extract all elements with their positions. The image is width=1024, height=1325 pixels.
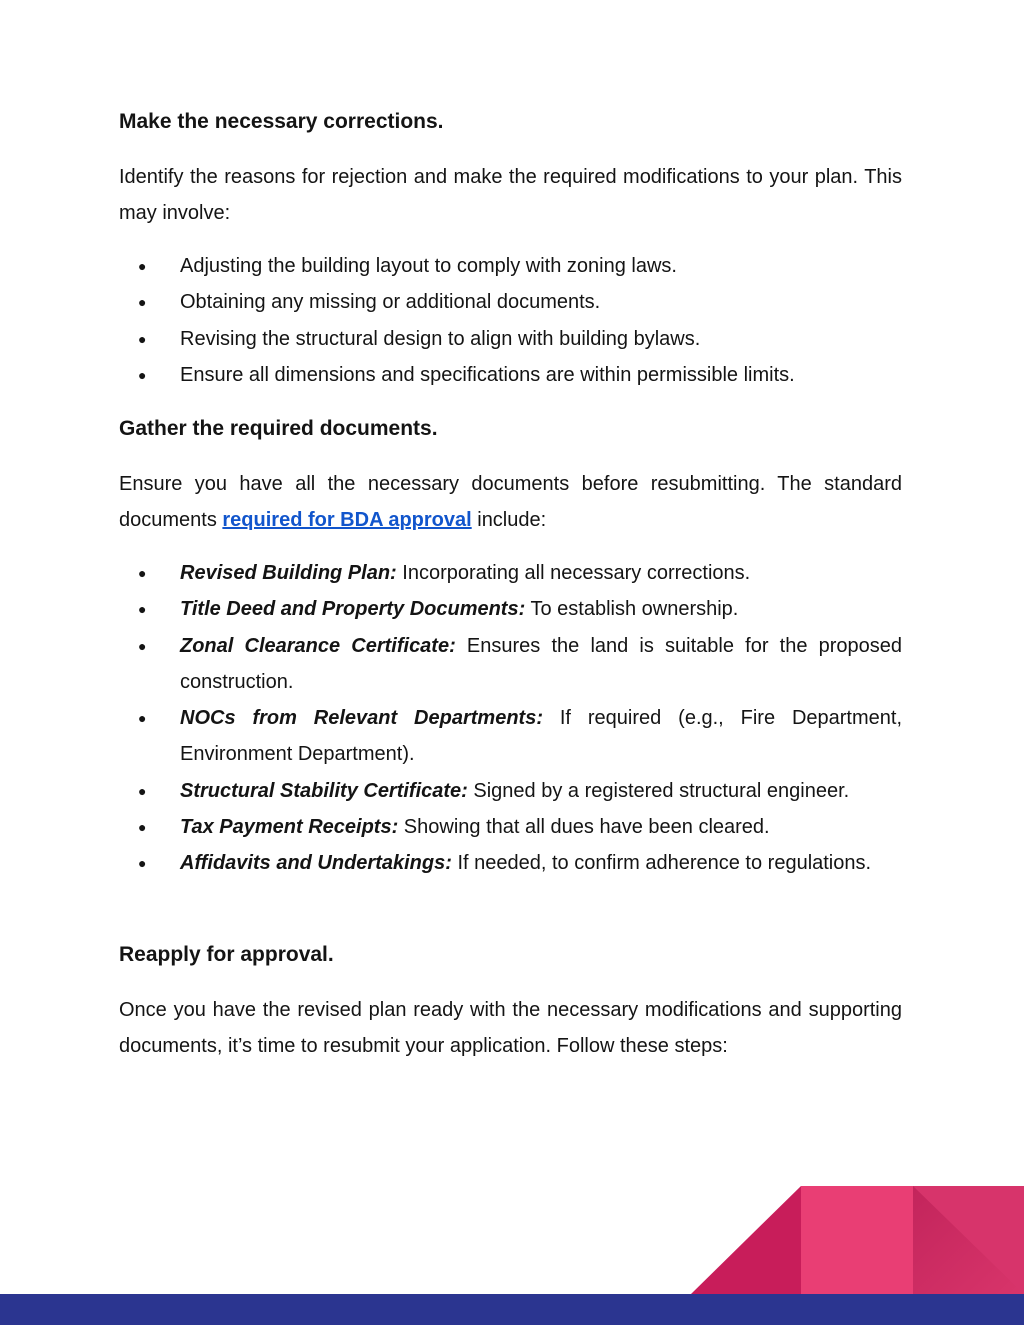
bullet-icon: ● bbox=[138, 366, 147, 383]
footer-bar bbox=[0, 1294, 1024, 1325]
bullet-icon: ● bbox=[138, 330, 147, 347]
bullet-icon: ● bbox=[138, 637, 147, 654]
bullet-icon: ● bbox=[138, 294, 147, 311]
list-item: ● Structural Stability Certificate: Signed by a registered structural engineer. bbox=[119, 773, 902, 809]
list-item: ● Revising the structural design to align with building bylaws. bbox=[119, 321, 902, 357]
list-item: ● Zonal Clearance Certificate: Ensures the land is suitable for the proposed construction. bbox=[119, 628, 902, 701]
bullet-icon: ● bbox=[138, 782, 147, 799]
section-heading-reapply: Reapply for approval. bbox=[119, 943, 334, 966]
bullet-icon: ● bbox=[138, 819, 147, 836]
list-item: ● NOCs from Relevant Departments: If required (e.g., Fire Department, Environment Department). bbox=[119, 700, 902, 773]
corrections-intro: Identify the reasons for rejection and make the required modifications to your plan. This may involve: bbox=[119, 166, 902, 224]
list-item: ● Ensure all dimensions and specifications are within permissible limits. bbox=[119, 357, 902, 393]
list-item: ● Title Deed and Property Documents: To establish ownership. bbox=[119, 591, 902, 627]
section-heading-corrections: Make the necessary corrections. bbox=[119, 110, 444, 133]
list-item: ● Obtaining any missing or additional documents. bbox=[119, 284, 902, 320]
bullet-icon: ● bbox=[138, 258, 147, 274]
list-item: ● Revised Building Plan: Incorporating all necessary corrections. bbox=[119, 555, 902, 591]
documents-intro: Ensure you have all the necessary documents before resubmitting. The standard documents required for BDA approval include: bbox=[119, 473, 902, 531]
dark-pink-triangle bbox=[691, 1186, 801, 1294]
list-item: ● Tax Payment Receipts: Showing that all dues have been cleared. bbox=[119, 809, 902, 845]
bullet-icon: ● bbox=[138, 855, 147, 872]
bullet-icon: ● bbox=[138, 601, 147, 618]
reapply-intro: Once you have the revised plan ready with the necessary modifications and supporting documents, it’s time to resubmit your application. Follow these steps: bbox=[119, 999, 902, 1057]
pink-panel bbox=[801, 1186, 913, 1294]
list-item: ● Adjusting the building layout to comply with zoning laws. bbox=[119, 248, 902, 284]
section-heading-documents: Gather the required documents. bbox=[119, 417, 438, 440]
bda-approval-link[interactable]: required for BDA approval bbox=[222, 509, 472, 531]
list-item: ● Affidavits and Undertakings: If needed, to confirm adherence to regulations. bbox=[119, 845, 902, 881]
bullet-icon: ● bbox=[138, 710, 147, 727]
bullet-icon: ● bbox=[138, 565, 147, 581]
